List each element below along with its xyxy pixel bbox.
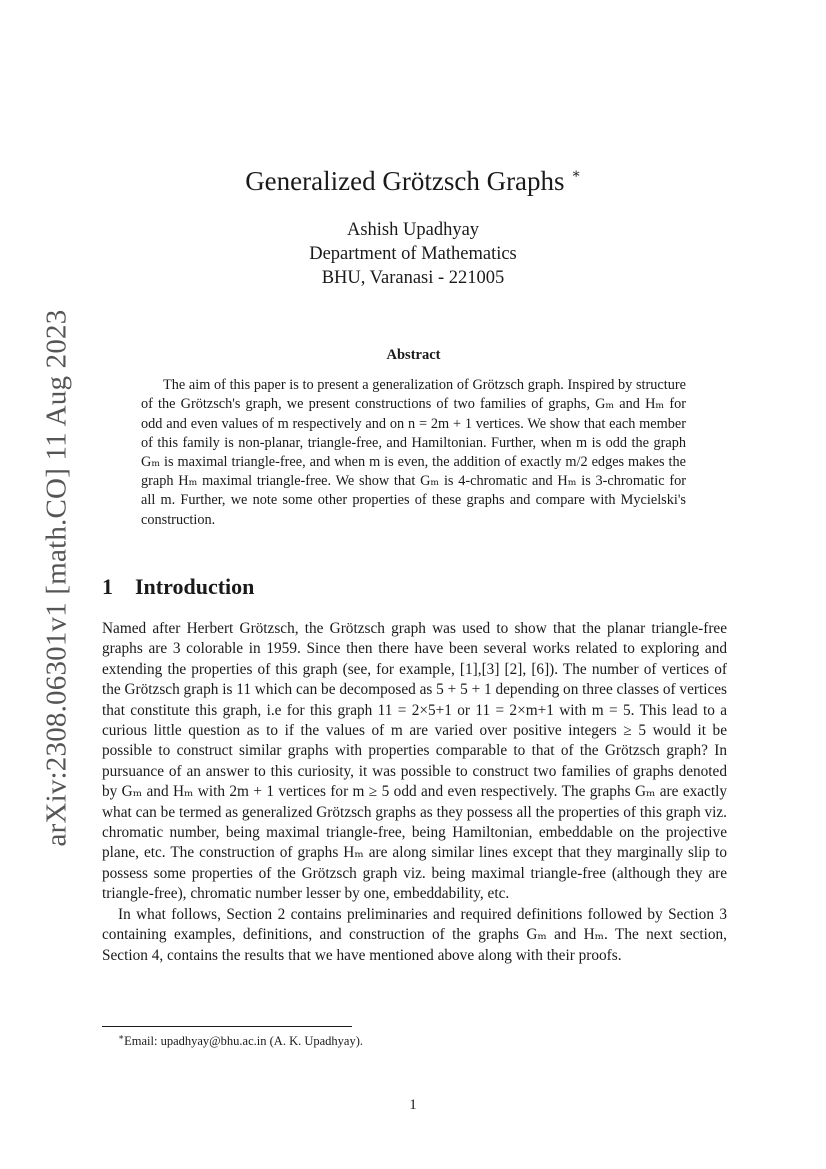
author-block (0, 218, 826, 290)
abstract-body: The aim of this paper is to present a generalization of Grötzsch graph. Inspired by structure of the Grötzsch's graph, we present constructions of two families of graphs, Gₘ and Hₘ for odd and even values of m respectively and on n = 2m + 1 vertices. We show that each member of this family is non-planar, triangle-free, and Hamiltonian. Further, when m is odd the graph Gₘ is maximal triangle-free, and when m is even, the addition of exactly m/2 edges makes the graph Hₘ maximal triangle-free. We show that Gₘ is 4-chromatic and Hₘ is 3-chromatic for all m. Further, we note some other properties of these graphs and compare with Mycielski's construction. (141, 377, 686, 528)
section-number: 1 (102, 574, 113, 599)
author-name: Ashish Upadhyay (346, 220, 480, 240)
title-block (0, 158, 826, 290)
section-title: Introduction (135, 574, 255, 599)
page-number: 1 (409, 1097, 417, 1113)
paper-title (0, 158, 826, 198)
footnote (118, 1032, 363, 1049)
intro-paragraph-1: Named after Herbert Grötzsch, the Grötzsch graph was used to show that the planar triangle-free graphs are 3 colorable in 1959. Since then there have been several works related to exploring and extending the properties of this graph (see, for example, [1],[3] [2], [6]). The number of vertices of the Grötzsch graph is 11 which can be decomposed as 5 + 5 + 1 depending on three classes of vertices that constitute this graph, i.e for this graph 11 = 2×5+1 or 11 = 2×m+1 with m = 5. This lead to a curious little question as to if the values of m are varied over positive integers ≥ 5 would it be possible to construct similar graphs with properties comparable to that of the Grötzsch graph? In pursuance of an answer to this curiosity, it was possible to construct two families of graphs denoted by Gₘ and Hₘ with 2m + 1 vertices for m ≥ 5 odd and even respectively. The graphs Gₘ are exactly what can be termed as generalized Grötzsch graphs as they possess all the properties of this graph viz. chromatic number, being maximal triangle-free, being Hamiltonian, embeddable on the projective plane, etc. The construction of graphs Hₘ are along similar lines except that they marginally slip to possess some properties of the Grötzsch graph viz. being maximal triangle-free (although they are triangle-free), chromatic number lesser by one, embeddability, etc. (102, 620, 727, 903)
abstract-heading: Abstract (386, 347, 441, 363)
footnote-text: Email: upadhyay@bhu.ac.in (A. K. Upadhyay). (124, 1034, 364, 1049)
footnote-mark: ∗ (118, 1032, 125, 1042)
arxiv-identifier-stamp: arXiv:2308.06301v1 [math.CO] 11 Aug 2023 (40, 309, 73, 847)
footnote-rule (102, 1026, 352, 1027)
introduction-body (102, 619, 727, 966)
title-footnote-mark: ∗ (571, 167, 581, 182)
author-institution: BHU, Varanasi - 221005 (321, 268, 505, 288)
author-department: Department of Mathematics (309, 244, 517, 264)
intro-paragraph-2: In what follows, Section 2 contains preliminaries and required definitions followed by Section 3 containing examples, definitions, and construction of the graphs Gₘ and Hₘ. The next section, Section 4, contains the results that we have mentioned above along with their proofs. (102, 905, 727, 964)
abstract (141, 346, 686, 530)
section-heading (102, 574, 254, 600)
paper-title-text: Generalized Grötzsch Graphs (245, 166, 565, 196)
